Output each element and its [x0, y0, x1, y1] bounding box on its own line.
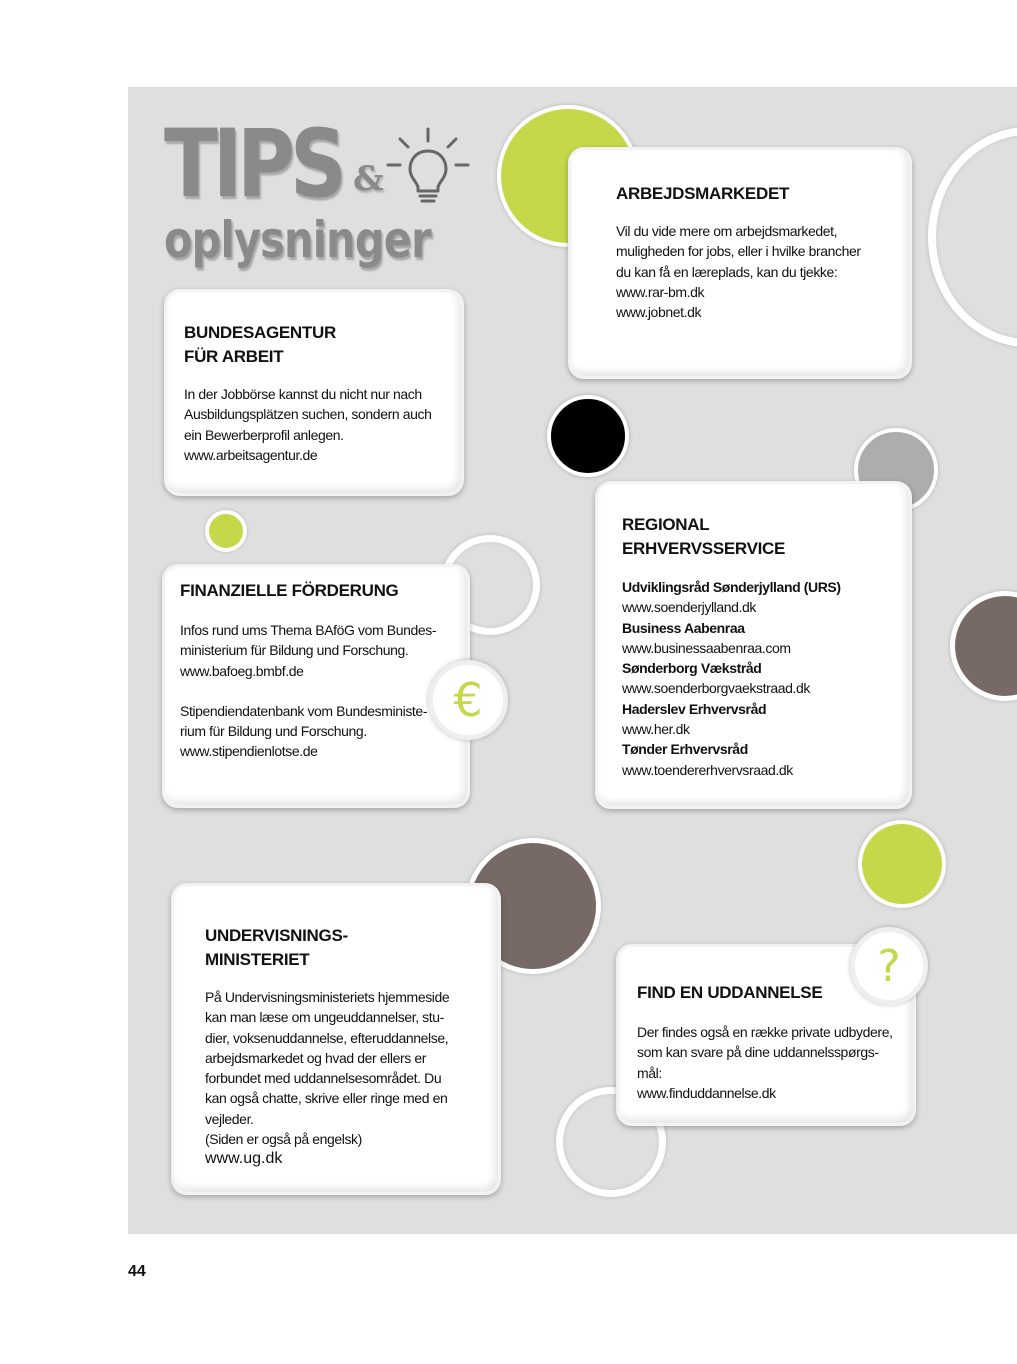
text-line: På Undervisningsministeriets hjemmeside [205, 989, 450, 1005]
card-title: FIND EN UDDANNELSE [637, 983, 823, 1002]
org-link[interactable]: www.toendererhvervsraad.dk [622, 761, 793, 778]
card-bundesagentur [164, 289, 464, 496]
text-line: In der Jobbörse kannst du nicht nur nach [184, 386, 422, 402]
card-body [205, 987, 498, 1170]
card-undervisningsministeriet [171, 883, 501, 1195]
text-line: kan også chatte, skrive eller ringe med en [205, 1090, 448, 1107]
text-line: du kan få en læreplads, kan du tjekke: [616, 263, 838, 280]
card-body-bafoeg [180, 620, 467, 681]
org-name: Tønder Erhvervsråd [622, 741, 748, 758]
text-line: som kan svare på dine uddannelsspørgs- [637, 1044, 879, 1061]
link-ug[interactable]: www.ug.dk [205, 1150, 283, 1168]
green-circle-small [205, 510, 247, 552]
brown-circle-right [950, 591, 1017, 701]
link-arbeitsagentur[interactable]: www.arbeitsagentur.de [184, 446, 318, 463]
title-tips: TIPS [164, 110, 342, 219]
black-circle [547, 395, 629, 477]
card-title-line1: BUNDESAGENTUR [184, 323, 336, 342]
link-jobnet[interactable]: www.jobnet.dk [616, 304, 702, 321]
card-body [622, 577, 909, 780]
text-line: Vil du vide mere om arbejdsmarkedet, [616, 223, 838, 239]
org-link[interactable]: www.her.dk [622, 721, 690, 738]
org-name: Haderslev Erhvervsråd [622, 700, 767, 717]
card-finanzielle-foerderung [162, 564, 470, 808]
card-title: FINANZIELLE FÖRDERUNG [180, 581, 399, 600]
org-name: Sønderborg Vækstråd [622, 660, 762, 677]
card-body [616, 221, 909, 322]
card-body [184, 384, 461, 465]
card-regional-erhvervsservice [595, 481, 912, 809]
org-link[interactable]: www.soenderjylland.dk [622, 599, 757, 616]
link-rar-bm[interactable]: www.rar-bm.dk [616, 283, 705, 300]
card-title-line1: UNDERVISNINGS- [205, 926, 348, 945]
question-mark-icon [850, 927, 928, 1005]
page-number: 44 [128, 1263, 146, 1280]
lightbulb-icon [386, 125, 470, 209]
text-line: Stipendiendatenbank vom Bundesministe- [180, 702, 428, 719]
text-line: muligheden for jobs, eller i hvilke brancher [616, 243, 861, 260]
card-arbejdsmarkedet [568, 147, 912, 379]
text-line: (Siden er også på engelsk) [205, 1131, 362, 1148]
link-stipendienlotse[interactable]: www.stipendienlotse.de [180, 743, 318, 760]
text-line: arbejdsmarkedet og hvad der ellers er [205, 1049, 426, 1066]
org-link[interactable]: www.soenderborgvaekstraad.dk [622, 680, 811, 697]
card-title-line2: ERHVERVSSERVICE [622, 539, 786, 558]
text-line: ein Bewerberprofil anlegen. [184, 426, 344, 443]
card-title-line1: REGIONAL [622, 515, 710, 534]
title-subtitle: oplysninger [164, 211, 431, 269]
content-panel [128, 87, 1017, 1234]
text-line: Der findes også en række private udbydere, [637, 1024, 893, 1040]
text-line: dier, voksenuddannelse, efteruddannelse, [205, 1029, 449, 1046]
text-line: kan man læse om ungeuddannelser, stu- [205, 1009, 444, 1026]
card-title-line2: FÜR ARBEIT [184, 347, 284, 366]
org-name: Udviklingsråd Sønderjylland (URS) [622, 579, 841, 595]
euro-symbol: € [453, 673, 483, 727]
link-bafoeg[interactable]: www.bafoeg.bmbf.de [180, 662, 304, 679]
card-body [637, 1022, 913, 1103]
card-body-stipendien [180, 701, 467, 762]
text-line: rium für Bildung und Forschung. [180, 723, 367, 740]
text-line: Ausbildungsplätzen suchen, sondern auch [184, 406, 432, 423]
text-line: ministerium für Bildung und Forschung. [180, 642, 409, 659]
org-name: Business Aabenraa [622, 619, 745, 636]
text-line: forbundet med uddannelsesområdet. Du [205, 1070, 442, 1087]
ring-top-right [928, 127, 1017, 347]
text-line: mål: [637, 1064, 662, 1081]
card-title: ARBEJDSMARKEDET [616, 184, 790, 203]
link-finduddannelse[interactable]: www.finduddannelse.dk [637, 1084, 776, 1101]
title-ampersand: & [353, 159, 384, 199]
text-line: vejleder. [205, 1110, 254, 1127]
question-symbol: ? [877, 940, 901, 992]
org-link[interactable]: www.businessaabenraa.com [622, 639, 791, 656]
green-circle-bottom-right [858, 820, 946, 908]
card-title-line2: MINISTERIET [205, 950, 310, 969]
text-line: Infos rund ums Thema BAföG vom Bundes- [180, 622, 437, 638]
euro-icon [428, 660, 508, 740]
